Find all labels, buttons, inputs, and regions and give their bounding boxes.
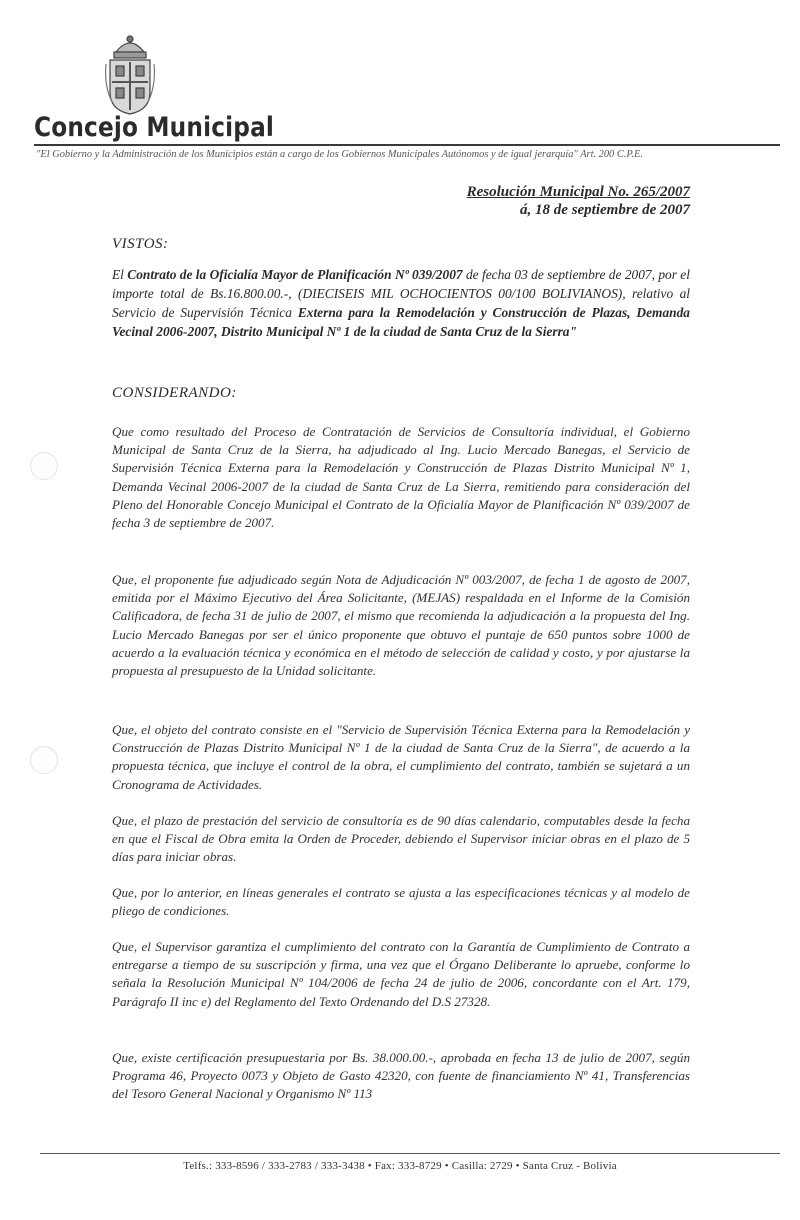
header-motto: "El Gobierno y la Administración de los Municipios están a cargo de los Gobiernos Municipales Autónomos y de igual jerarquía" Art. 200 C.P.E. [36,149,643,160]
considerando-paragraph: Que como resultado del Proceso de Contratación de Servicios de Consultoría individual, el Gobierno Municipal de Santa Cruz de la Sierra, ha adjudicado al Ing. Lucio Mercado Banegas, el Servicio de Supervisión Técnica Externa para la Remodelación y Construcción de Plazas Distrito Municipal Nº 1, Demanda Vecinal 2006-2007 de la ciudad de Santa Cruz de La Sierra, remitiendo para consideración del Pleno del Honorable Concejo Municipal el Contrato de la Oficialía Mayor de Planificación Nº 039/2007 de fecha 3 de septiembre de 2007. [112,424,690,531]
considerando-paragraph: Que, el proponente fue adjudicado según Nota de Adjudicación Nº 003/2007, de fecha 1 de agosto de 2007, emitida por el Máximo Ejecutivo del Área Solicitante, (MEJAS) respaldada en el Informe de la Comisión Calificadora, de fecha 31 de julio de 2007, el mismo que recomienda la adjudicación a la propuesta del Ing. Lucio Mercado Banegas por ser el único proponente que obtuvo el puntaje de 650 puntos sobre 1000 de acuerdo a la evaluación técnica y económica en el método de selección de calidad y costo, y por ajustarse la propuesta al presupuesto de la Unidad solicitante. [112,572,690,679]
section-heading-considerando: CONSIDERANDO: [112,385,237,401]
considerando-paragraph: Que, el objeto del contrato consiste en el "Servicio de Supervisión Técnica Externa para la Remodelación y Construcción de Plazas Distrito Municipal Nº 1 de la ciudad de Santa Cruz de la Sierra", de acuerdo a la propuesta técnica, que incluye el control de la obra, el cumplimiento del contrato, también se sujetará a un Cronograma de Actividades. [112,722,690,792]
footer-contact: Telfs.: 333-8596 / 333-2783 / 333-3438 • Fax: 333-8729 • Casilla: 2729 • Santa Cruz - Bolivia [183,1160,617,1172]
municipal-crest-icon [104,30,156,116]
vistos-subject: Externa para la Remodelación y Construcción de Plazas, Demanda Vecinal 2006-2007, Distrito Municipal Nº 1 de la ciudad de Santa Cruz de la Sierra" [112,305,690,339]
vistos-prefix: El [112,267,128,282]
vistos-contract: Contrato de la Oficialía Mayor de Planificación Nº 039/2007 [127,267,463,282]
considerando-paragraph: Que, el Supervisor garantiza el cumplimiento del contrato con la Garantía de Cumplimiento de Contrato a entregarse a tiempo de su suscripción y firma, una vez que el Órgano Deliberante lo apruebe, conforme lo señala la Resolución Municipal Nº 104/2006 de fecha 24 de julio de 2006, concordante con el Art. 179, Parágrafo II inc e) del Reglamento del Texto Ordenando del D.S 27328. [112,939,690,1009]
resolution-date: á, 18 de septiembre de 2007 [520,202,690,218]
considerando-paragraph: Que, el plazo de prestación del servicio de consultoría es de 90 días calendario, computables desde la fecha en que el Fiscal de Obra emita la Orden de Proceder, debiendo el Supervisor iniciar obras en el plazo de 5 días para iniciar obras. [112,813,690,865]
considerando-paragraph: Que, por lo anterior, en líneas generales el contrato se ajusta a las especificaciones técnicas y al modelo de pliego de condiciones. [112,885,690,919]
binder-hole [30,452,58,480]
footer-divider [40,1153,780,1154]
brand-title: Concejo Municipal [34,112,275,143]
vistos-paragraph [112,265,690,341]
considerando-paragraph: Que, existe certificación presupuestaria por Bs. 38.000.00.-, aprobada en fecha 13 de julio de 2007, según Programa 46, Proyecto 0073 y Objeto de Gasto 42320, con fuente de financiamiento Nº 41, Transferencias del Tesoro General Nacional y Organismo Nº 113 [112,1050,690,1102]
header-divider [34,144,780,146]
binder-hole [30,746,58,774]
resolution-number: Resolución Municipal No. 265/2007 [466,184,690,200]
section-heading-vistos: VISTOS: [112,236,169,252]
vistos-middle: de fecha 03 de septiembre de 2007, por el importe total de Bs.16.800.00.-, (DIECISEIS MIL OCHOCIENTOS 00/100 BOLIVIANOS), relativo al Servicio de Supervisión Técnica [112,267,690,320]
